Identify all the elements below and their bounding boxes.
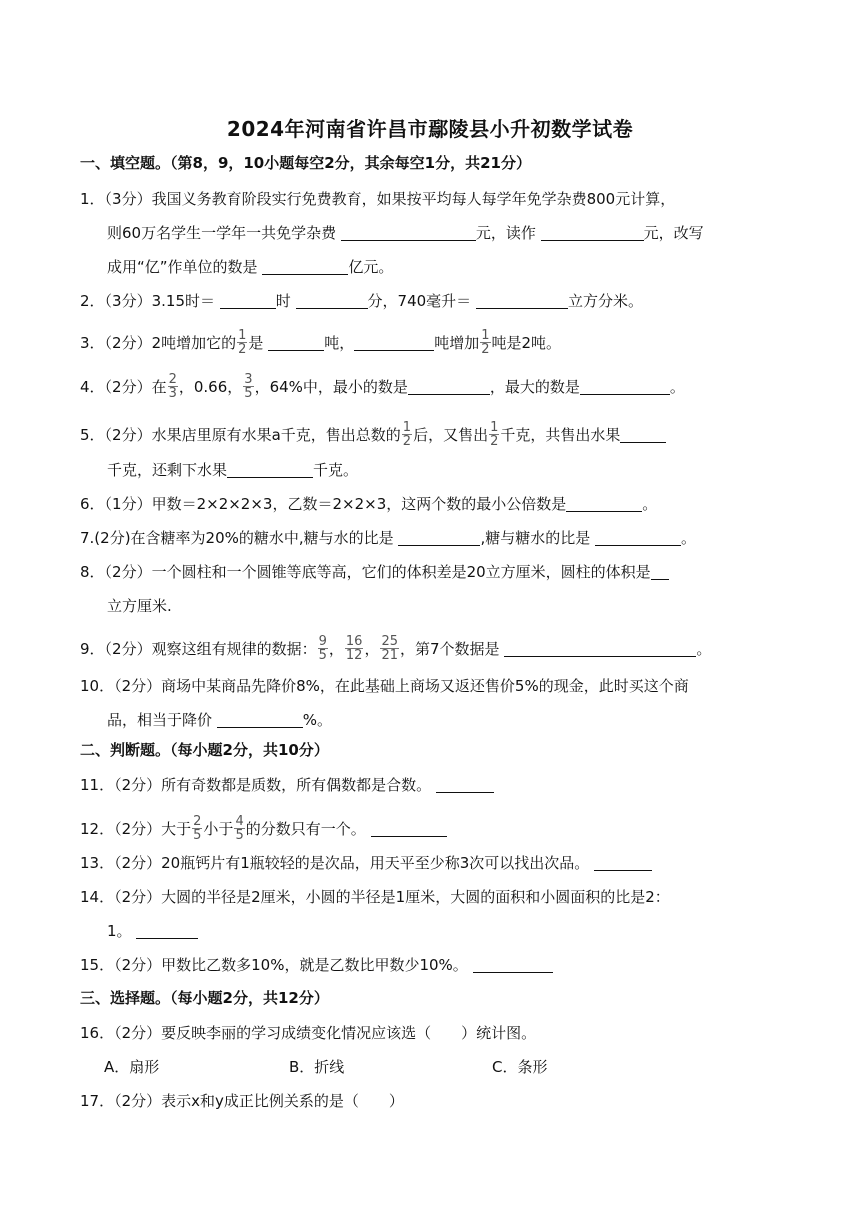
section-heading-fill-in: 一、填空题。（第8，9，10小题每空2分，其余每空1分，共21分） xyxy=(80,154,531,172)
q8-text: 立方厘米. xyxy=(107,597,172,615)
numerator: 1 xyxy=(238,328,247,343)
answer-blank xyxy=(268,334,324,351)
q3-text: 吨增加 xyxy=(434,334,480,352)
numerator: 16 xyxy=(345,634,363,649)
q4-text: 。 xyxy=(669,378,685,396)
numerator: 2 xyxy=(168,372,177,387)
fraction-one-half xyxy=(402,421,412,448)
q7-text: ,糖与糖水的比是 xyxy=(480,529,595,547)
answer-blank xyxy=(217,711,303,728)
answer-blank xyxy=(296,292,368,309)
q4-text: ，最大的数是 xyxy=(489,378,580,396)
answer-blank xyxy=(541,224,644,241)
option-b[interactable]: B．折线 xyxy=(289,1058,345,1076)
question-14-line-1 xyxy=(80,887,670,907)
question-4 xyxy=(80,374,685,401)
question-10-line-2 xyxy=(107,710,332,730)
q14-text: 1。 xyxy=(107,922,137,940)
q5-text: 5．（2分）水果店里原有水果a千克，售出总数的 xyxy=(80,426,401,444)
fraction-two-fifths xyxy=(192,815,202,842)
q1-text: 元，改写 xyxy=(643,224,704,242)
denominator: 12 xyxy=(345,648,363,663)
q1-text: 则60万名学生一学年一共免学杂费 xyxy=(107,224,341,242)
answer-blank xyxy=(398,529,480,546)
section-heading-multiple-choice: 三、选择题。（每小题2分，共12分） xyxy=(80,989,329,1007)
question-2 xyxy=(80,291,643,311)
question-17 xyxy=(80,1091,404,1111)
numerator: 25 xyxy=(381,634,398,649)
denominator: 5 xyxy=(244,386,253,401)
fraction-sixteen-twelfths xyxy=(345,635,364,662)
q2-text: 立方分米。 xyxy=(567,292,643,310)
q12-text: 12．（2分）大于 xyxy=(80,820,192,838)
q7-text: 7.(2分)在含糖率为20%的糖水中,糖与水的比是 xyxy=(80,529,399,547)
q1-text: 元，读作 xyxy=(475,224,541,242)
fraction-twentyfive-twentyoneths xyxy=(380,635,399,662)
denominator: 5 xyxy=(193,828,202,843)
denominator: 2 xyxy=(402,434,412,449)
numerator: 1 xyxy=(490,420,499,435)
answer-blank xyxy=(476,292,568,309)
denominator: 2 xyxy=(481,342,490,357)
question-8-line-1 xyxy=(80,562,669,582)
question-15 xyxy=(80,955,553,975)
answer-blank xyxy=(136,922,198,939)
answer-blank xyxy=(580,378,670,395)
question-6 xyxy=(80,494,657,514)
denominator: 3 xyxy=(168,386,177,401)
q6-text: 6．（1分）甲数＝2×2×2×3，乙数＝2×2×3，这两个数的最小公倍数是 xyxy=(80,495,567,513)
q13-text: 13．（2分）20瓶钙片有1瓶较轻的是次品，用天平至少称3次可以找出次品。 xyxy=(80,854,595,872)
fraction-one-half xyxy=(489,421,499,448)
fraction-four-fifths xyxy=(234,815,244,842)
q14-text: 14．（2分）大圆的半径是2厘米，小圆的半径是1厘米，大圆的面积和小圆面积的比是2： xyxy=(80,888,670,906)
q1-text: 成用“亿”作单位的数是 xyxy=(107,258,263,276)
q3-text: 3．（2分）2吨增加它的 xyxy=(80,334,237,352)
fraction-one-half xyxy=(480,329,490,356)
q10-text: 品，相当于降价 xyxy=(107,711,217,729)
question-12 xyxy=(80,816,447,843)
numerator: 1 xyxy=(402,420,412,435)
question-1-line-1 xyxy=(80,189,675,209)
question-1-line-2 xyxy=(107,223,704,243)
q12-text: 小于 xyxy=(203,820,234,838)
numerator: 2 xyxy=(193,814,202,829)
q9-text: ，第7个数据是 xyxy=(400,640,505,658)
q2-text: 分，740毫升＝ xyxy=(367,292,476,310)
answer-blank xyxy=(473,956,553,973)
numerator: 3 xyxy=(244,372,253,387)
fraction-three-fifths xyxy=(243,373,253,400)
option-a[interactable]: A．扇形 xyxy=(104,1058,160,1076)
q10-text: %。 xyxy=(302,711,333,729)
question-5-line-2 xyxy=(107,460,358,480)
q2-text: 时 xyxy=(275,292,296,310)
answer-blank xyxy=(566,495,642,512)
q6-text: 。 xyxy=(642,495,658,513)
answer-blank xyxy=(354,334,434,351)
q9-text: 9．（2分）观察这组有规律的数据： xyxy=(80,640,317,658)
q9-text: 。 xyxy=(696,640,712,658)
question-5-line-1 xyxy=(80,422,666,449)
question-13 xyxy=(80,853,652,873)
q5-text: 后，又售出 xyxy=(413,426,489,444)
q15-text: 15．（2分）甲数比乙数多10%，就是乙数比甲数少10%。 xyxy=(80,956,473,974)
fraction-nine-fifths xyxy=(318,635,328,662)
answer-blank xyxy=(651,563,669,580)
question-14-line-2 xyxy=(107,921,198,941)
denominator: 5 xyxy=(235,828,244,843)
fraction-two-thirds xyxy=(168,373,178,400)
answer-blank xyxy=(227,461,313,478)
question-8-line-2 xyxy=(107,596,172,616)
q10-text: 10．（2分）商场中某商品先降价8%，在此基础上商场又返还售价5%的现金，此时买这个商 xyxy=(80,677,689,695)
q1-text: 1．（3分）我国义务教育阶段实行免费教育，如果按平均每人每学年免学杂费800元计算， xyxy=(80,190,676,208)
option-c[interactable]: C．条形 xyxy=(492,1058,548,1076)
denominator: 2 xyxy=(490,434,499,449)
answer-blank xyxy=(594,854,652,871)
denominator: 21 xyxy=(381,648,398,663)
q9-text: ， xyxy=(364,640,380,658)
page-title: 2024年河南省许昌市鄢陵县小升初数学试卷 xyxy=(226,117,634,141)
denominator: 5 xyxy=(318,648,327,663)
fraction-one-half xyxy=(237,329,247,356)
q7-text: 。 xyxy=(680,529,696,547)
q4-text: ，0.66， xyxy=(178,378,243,396)
section-heading-true-false: 二、判断题。（每小题2分，共10分） xyxy=(80,741,329,759)
answer-blank xyxy=(408,378,490,395)
q16-text: 16．（2分）要反映李丽的学习成绩变化情况应该选（ ）统计图。 xyxy=(80,1024,537,1042)
q3-text: 是 xyxy=(248,334,269,352)
q3-text: 吨， xyxy=(324,334,355,352)
answer-blank xyxy=(436,776,494,793)
q5-text: 千克。 xyxy=(313,461,359,479)
numerator: 9 xyxy=(318,634,327,649)
answer-blank xyxy=(504,640,696,657)
question-11 xyxy=(80,775,494,795)
numerator: 1 xyxy=(481,328,490,343)
answer-blank xyxy=(620,426,666,443)
q11-text: 11．（2分）所有奇数都是质数，所有偶数都是合数。 xyxy=(80,776,436,794)
question-7 xyxy=(80,528,696,548)
answer-blank xyxy=(262,258,348,275)
question-10-line-1 xyxy=(80,676,689,696)
denominator: 2 xyxy=(238,342,247,357)
answer-blank xyxy=(341,224,476,241)
question-16 xyxy=(80,1023,536,1043)
question-1-line-3 xyxy=(107,257,393,277)
q9-text: ， xyxy=(328,640,344,658)
numerator: 4 xyxy=(235,814,244,829)
answer-blank xyxy=(595,529,681,546)
q8-text: 8．（2分）一个圆柱和一个圆锥等底等高，它们的体积差是20立方厘米，圆柱的体积是 xyxy=(80,563,651,581)
q1-text: 亿元。 xyxy=(348,258,394,276)
question-9 xyxy=(80,636,711,663)
q4-text: 4．（2分）在 xyxy=(80,378,167,396)
q3-text: 吨是2吨。 xyxy=(491,334,562,352)
answer-blank xyxy=(220,292,276,309)
q17-text: 17．（2分）表示x和y成正比例关系的是（ ） xyxy=(80,1092,404,1110)
q12-text: 的分数只有一个。 xyxy=(245,820,371,838)
q5-text: 千克，还剩下水果 xyxy=(107,461,228,479)
question-16-options xyxy=(104,1057,547,1077)
q5-text: 千克，共售出水果 xyxy=(500,426,621,444)
question-3 xyxy=(80,330,561,357)
answer-blank xyxy=(371,820,447,837)
q2-text: 2．（3分）3.15时＝ xyxy=(80,292,220,310)
q4-text: ，64%中，最小的数是 xyxy=(254,378,408,396)
